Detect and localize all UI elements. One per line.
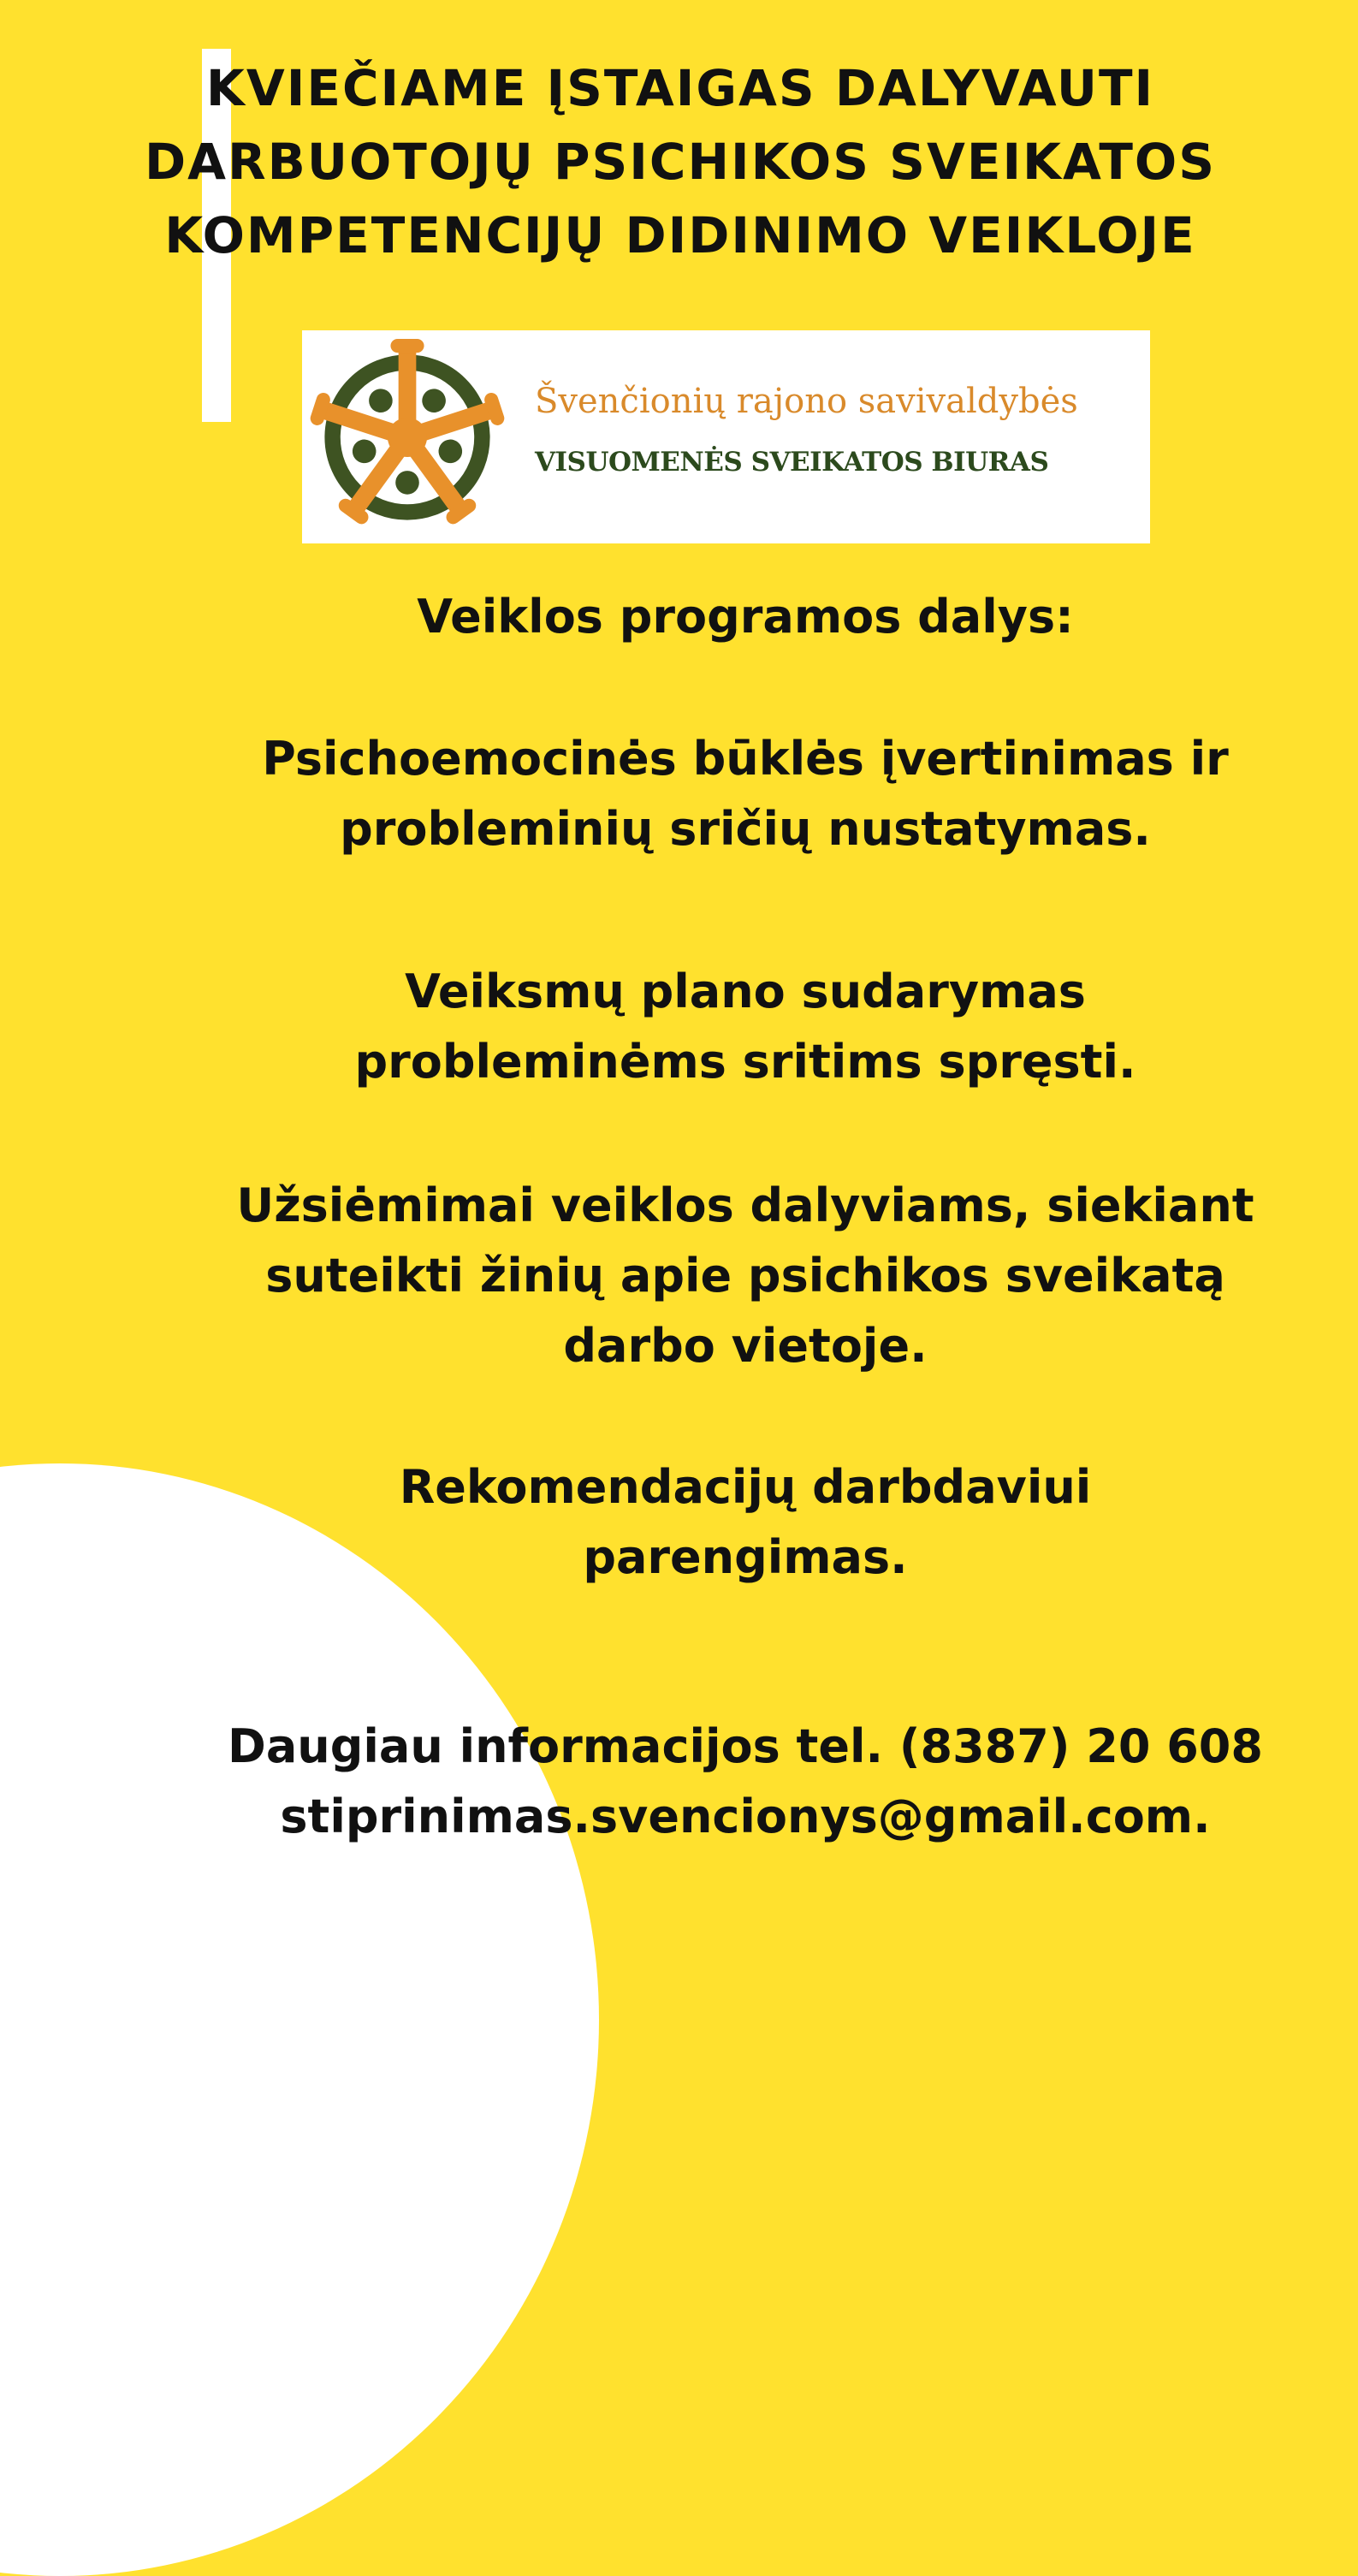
title-line: KOMPETENCIJŲ DIDINIMO VEIKLOJE (164, 206, 1196, 264)
white-circle-decoration (0, 1463, 599, 2576)
program-heading: Veiklos programos dalys: (417, 590, 1074, 644)
contact-phone: Daugiau informacijos tel. (8387) 20 608 (228, 1719, 1263, 1773)
organization-logo (302, 330, 1150, 543)
logo-municipality-name: Švenčionių rajono savivaldybės (535, 382, 1078, 421)
people-circle-icon (309, 339, 506, 536)
logo-bureau-name: VISUOMENĖS SVEIKATOS BIURAS (535, 447, 1049, 478)
contact-info (146, 1712, 1344, 1852)
program-item: Veiksmų plano sudarymas probleminėms sritims spręsti. (354, 965, 1136, 1089)
title-line: KVIEČIAME ĮSTAIGAS DALYVAUTI (205, 59, 1155, 117)
program-item: Užsiėmimai veiklos dalyviams, siekiant suteikti žinių apie psichikos sveikatą darbo vietoje. (236, 1178, 1254, 1373)
contact-email: stiprinimas.svencionys@gmail.com. (280, 1790, 1211, 1843)
program-item: Rekomendacijų darbdaviui parengimas. (399, 1460, 1092, 1584)
title-line: DARBUOTOJŲ PSICHIKOS SVEIKATOS (144, 133, 1217, 191)
page-title (51, 51, 1309, 272)
program-item: Psichoemocinės būklės įvertinimas ir probleminių sričių nustatymas. (262, 732, 1229, 856)
